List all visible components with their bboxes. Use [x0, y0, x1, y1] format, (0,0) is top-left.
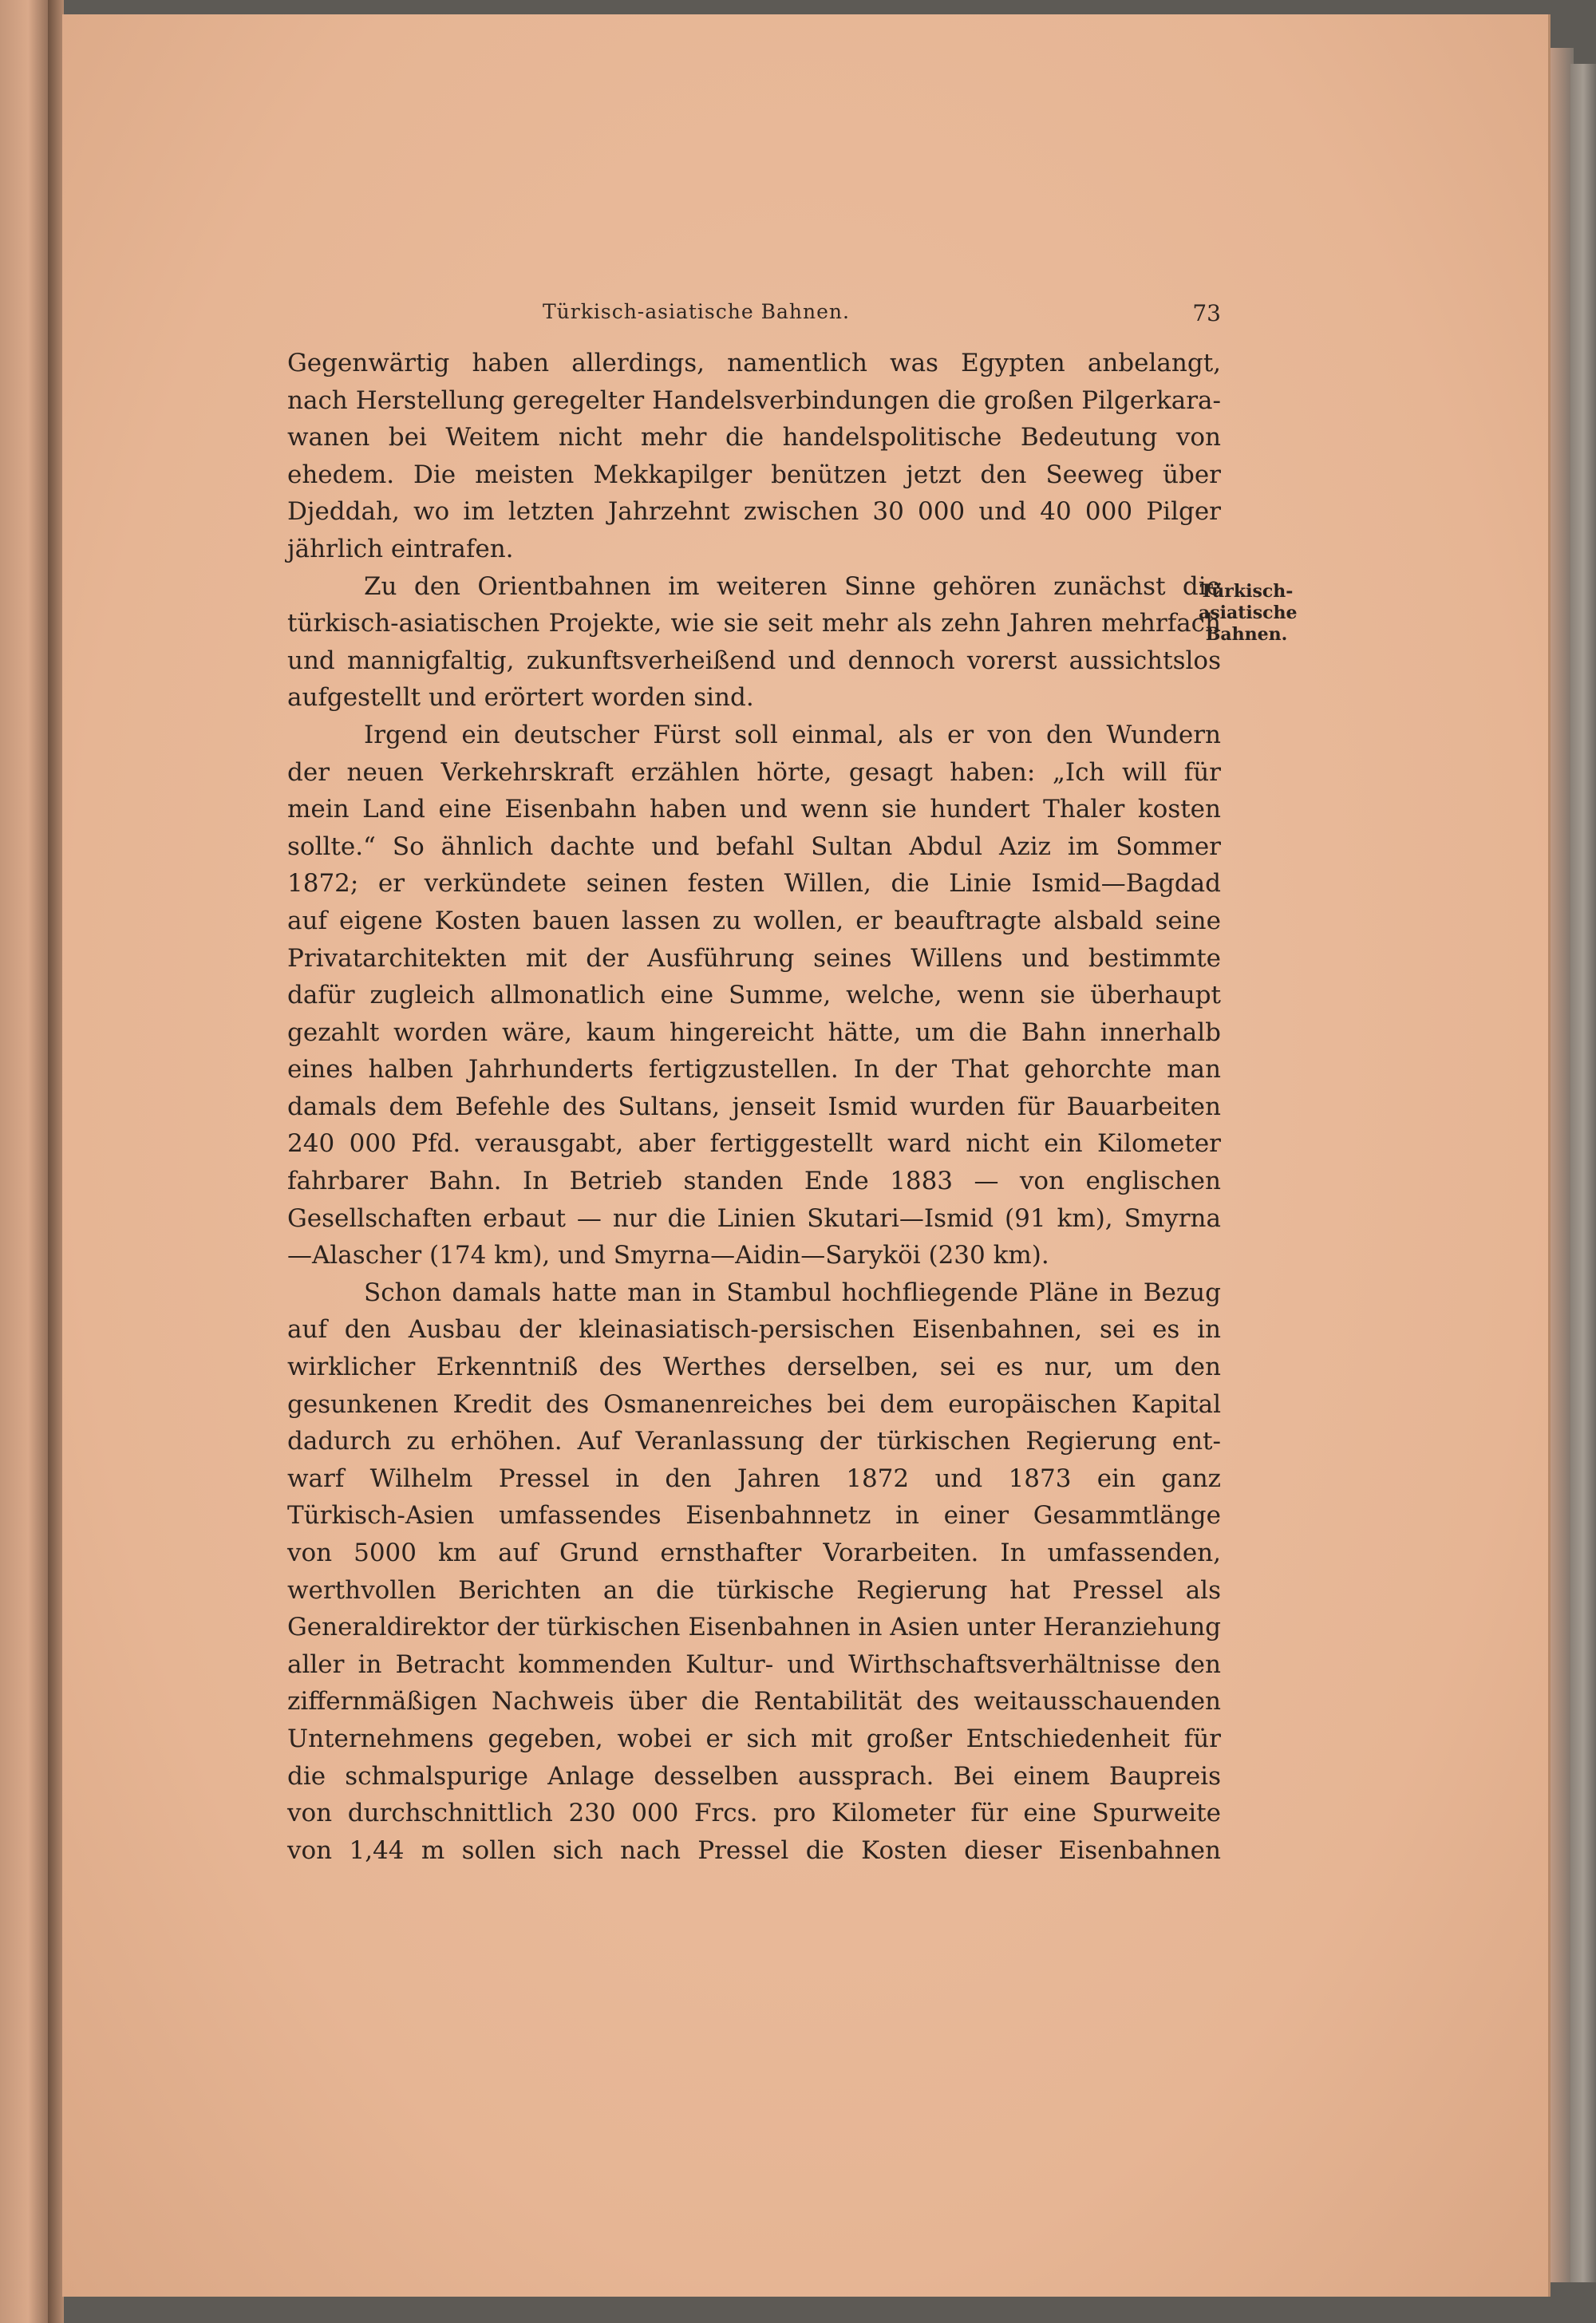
- text-line: eines halben Jahrhunderts fertigzustellen. In der That gehorchte man: [287, 1055, 1221, 1084]
- text-line: dafür zugleich allmonatlich eine Summe, welche, wenn sie überhaupt: [287, 981, 1221, 1010]
- text-line: aufgestellt und erörtert worden sind.: [287, 683, 754, 713]
- page-number: 73: [1192, 300, 1221, 326]
- cover-edge: [1570, 64, 1596, 2282]
- text-line: Unternehmens gegeben, wobei er sich mit großer Entschiedenheit für: [287, 1724, 1221, 1753]
- text-line: gezahlt worden wäre, kaum hingereicht hätte, um die Bahn innerhalb: [287, 1017, 1221, 1047]
- book-gutter: [48, 0, 64, 2323]
- text-line: ziffernmäßigen Nachweis über die Rentabilität des weitausschauenden: [287, 1687, 1221, 1717]
- text-line: gesunkenen Kredit des Osmanenreiches bei dem europäischen Kapital: [287, 1389, 1221, 1419]
- text-line: Generaldirektor der türkischen Eisenbahnen in Asien unter Heranziehung: [287, 1613, 1222, 1642]
- text-line: Türkisch-Asien umfassendes Eisenbahnnetz in einer Gesammtlänge: [287, 1501, 1221, 1531]
- text-line: die schmalspurige Anlage desselben aussprach. Bei einem Baupreis: [287, 1761, 1221, 1791]
- text-line: aller in Betracht kommenden Kultur- und Wirthschaftsverhältnisse den: [287, 1649, 1221, 1679]
- margin-note-line: Bahnen.: [1205, 624, 1288, 645]
- margin-note-line: asiatische: [1199, 602, 1298, 623]
- text-line: Schon damals hatte man in Stambul hochfliegende Pläne in Bezug: [364, 1278, 1221, 1307]
- text-line: sollte.“ So ähnlich dachte und befahl Sultan Abdul Aziz im Sommer: [287, 832, 1221, 861]
- text-line: jährlich eintrafen.: [287, 534, 514, 563]
- text-line: auf den Ausbau der kleinasiatisch-persischen Eisenbahnen, sei es in: [287, 1315, 1221, 1345]
- text-line: 1872; er verkündete seinen festen Willen, die Linie Ismid—Bagdad: [287, 869, 1221, 899]
- text-line: werthvollen Berichten an die türkische Regierung hat Pressel als: [287, 1575, 1221, 1605]
- running-title: Türkisch-asiatische Bahnen.: [543, 300, 850, 323]
- text-line: dadurch zu erhöhen. Auf Veranlassung der türkischen Regierung ent-: [287, 1427, 1221, 1456]
- text-line: Gegenwärtig haben allerdings, namentlich was Egypten anbelangt,: [287, 349, 1221, 377]
- text-line: 240 000 Pfd. verausgabt, aber fertiggestellt ward nicht ein Kilometer: [287, 1129, 1221, 1159]
- text-line: Irgend ein deutscher Fürst soll einmal, als er von den Wundern: [364, 720, 1221, 749]
- page-header: [287, 300, 1221, 332]
- page-stack-edge: [1547, 48, 1574, 2282]
- text-line: auf eigene Kosten bauen lassen zu wollen, er beauftragte alsbald seine: [287, 906, 1221, 935]
- text-line: Zu den Orientbahnen im weiteren Sinne gehören zunächst die: [364, 571, 1221, 601]
- left-page-edge: [0, 0, 51, 2323]
- margin-note-line: Türkisch-: [1199, 581, 1294, 602]
- text-line: mein Land eine Eisenbahn haben und wenn sie hundert Thaler kosten: [287, 795, 1221, 824]
- text-line: Gesellschaften erbaut — nur die Linien Skutari—Ismid (91 km), Smyrna: [287, 1203, 1221, 1233]
- text-line: wanen bei Weitem nicht mehr die handelspolitische Bedeutung von: [287, 423, 1221, 452]
- text-line: damals dem Befehle des Sultans, jenseit Ismid wurden für Bauarbeiten: [287, 1092, 1221, 1121]
- body-text: [287, 345, 1221, 1869]
- text-line: der neuen Verkehrskraft erzählen hörte, gesagt haben: „Ich will für: [287, 757, 1221, 787]
- text-line: fahrbarer Bahn. In Betrieb standen Ende 1883 — von englischen: [287, 1167, 1221, 1196]
- text-line: türkisch-asiatischen Projekte, wie sie seit mehr als zehn Jahren mehrfach: [287, 609, 1221, 638]
- text-line: von 5000 km auf Grund ernsthafter Vorarbeiten. In umfassenden,: [287, 1539, 1221, 1567]
- text-line: nach Herstellung geregelter Handelsverbindungen die großen Pilgerkara-: [287, 385, 1221, 415]
- text-line: warf Wilhelm Pressel in den Jahren 1872 und 1873 ein ganz: [287, 1464, 1221, 1493]
- text-line: ehedem. Die meisten Mekkapilger benützen jetzt den Seeweg über: [287, 460, 1221, 489]
- text-line: Privatarchitekten mit der Ausführung seines Willens und bestimmte: [287, 943, 1221, 973]
- text-line: und mannigfaltig, zukunftsverheißend und dennoch vorerst aussichtslos: [287, 646, 1221, 675]
- text-line: —Alascher (174 km), und Smyrna—Aidin—Saryköi (230 km).: [287, 1241, 1049, 1270]
- text-line: Djeddah, wo im letzten Jahrzehnt zwischen 30 000 und 40 000 Pilger: [287, 497, 1221, 527]
- text-line: von 1,44 m sollen sich nach Pressel die Kosten dieser Eisenbahnen: [287, 1835, 1221, 1865]
- text-line: von durchschnittlich 230 000 Frcs. pro Kilometer für eine Spurweite: [287, 1799, 1221, 1828]
- text-line: wirklicher Erkenntniß des Werthes derselben, sei es nur, um den: [287, 1353, 1221, 1382]
